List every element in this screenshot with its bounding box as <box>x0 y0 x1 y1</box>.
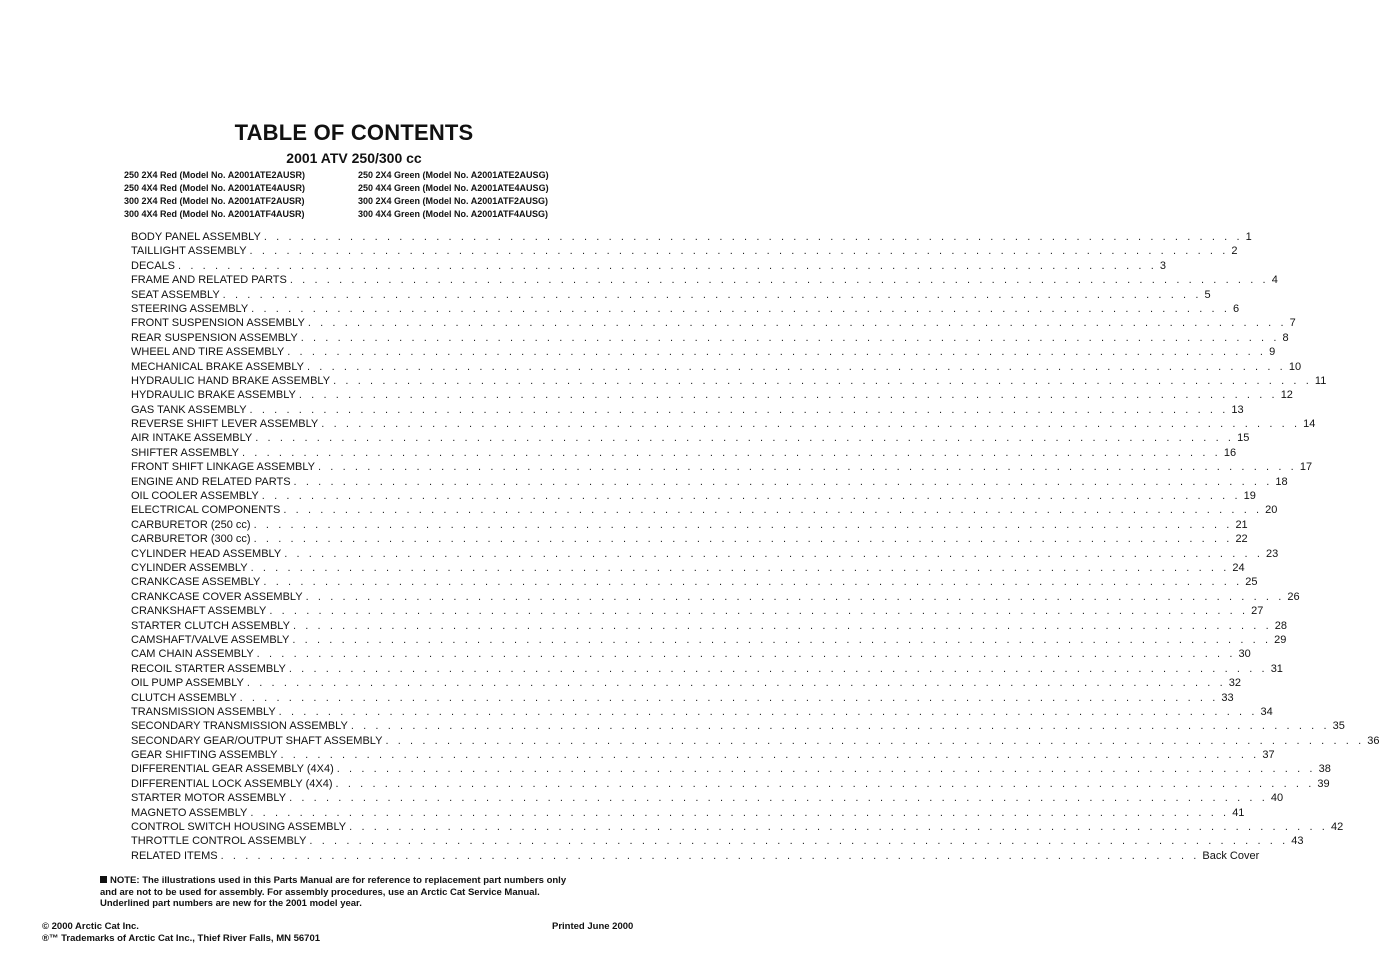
dot-leader: . . . . . . . . . . . . . . . . . . . . . . . . . . . . . . . . . . . . . . . . . . . . . . . . . . . . . . . . . . . . . . . . . . . . . . . . . . . . . . . . <box>239 691 1219 704</box>
dot-leader: . . . . . . . . . . . . . . . . . . . . . . . . . . . . . . . . . . . . . . . . . . . . . . . . . . . . . . . . . . . . . . . . . . . . . . . . . . . . . . . . <box>333 374 1312 387</box>
page-subtitle: 2001 ATV 250/300 cc <box>286 150 422 166</box>
toc-entry <box>131 532 1248 546</box>
dot-leader: . . . . . . . . . . . . . . . . . . . . . . . . . . . . . . . . . . . . . . . . . . . . . . . . . . . . . . . . . . . . . . . . . . . . . . . . . . . . . . . . <box>269 605 1249 618</box>
toc-entry-page: 35 <box>1332 720 1345 733</box>
model-line: 300 4X4 Green (Model No. A2001ATF4AUSG) <box>358 209 549 219</box>
toc-entry-label: RELATED ITEMS <box>131 849 218 862</box>
toc-entry <box>131 388 1293 402</box>
toc-entry-page: 26 <box>1287 590 1300 603</box>
toc-entry <box>131 503 1278 517</box>
note-line: NOTE: The illustrations used in this Parts Manual are for reference to replacement part numbers only <box>110 875 567 886</box>
toc-entry-label: TRANSMISSION ASSEMBLY <box>131 705 276 718</box>
toc-entry-page: 17 <box>1299 461 1313 474</box>
toc-entry-label: BODY PANEL ASSEMBLY <box>131 231 261 243</box>
dot-leader: . . . . . . . . . . . . . . . . . . . . . . . . . . . . . . . . . . . . . . . . . . . . . . . . . . . . . . . . . . . . . . . . . . . . . . . . . . . . . . . . <box>250 806 1230 819</box>
toc-entry-page: 22 <box>1235 533 1248 546</box>
dot-leader: . . . . . . . . . . . . . . . . . . . . . . . . . . . . . . . . . . . . . . . . . . . . . . . . . . . . . . . . . . . . . . . . . . . . . . . . . . . . . . . . <box>288 662 1268 675</box>
toc-entry-page: 16 <box>1223 446 1237 459</box>
toc-entry <box>131 619 1288 633</box>
toc-entry <box>131 331 1289 345</box>
toc-entry-page: 11 <box>1314 374 1327 387</box>
table-of-contents <box>131 230 1380 863</box>
toc-entry-page: 5 <box>1204 288 1211 301</box>
dot-leader: . . . . . . . . . . . . . . . . . . . . . . . . . . . . . . . . . . . . . . . . . . . . . . . . . . . . . . . . . . . . . . . . . . . . . . . . . . . . . . . . <box>292 619 1272 632</box>
note-block <box>100 875 620 910</box>
toc-entry-page: 4 <box>1271 274 1278 287</box>
toc-entry-page: 7 <box>1289 317 1296 330</box>
toc-entry <box>131 259 1166 273</box>
toc-entry-label: STEERING ASSEMBLY <box>131 302 249 315</box>
toc-entry-label: ENGINE AND RELATED PARTS <box>131 475 291 488</box>
toc-entry-label: FRONT SUSPENSION ASSEMBLY <box>131 317 305 330</box>
toc-entry-page: 30 <box>1238 648 1251 661</box>
toc-entry <box>131 460 1313 474</box>
dot-leader: . . . . . . . . . . . . . . . . . . . . . . . . . . . . . . . . . . . . . . . . . . . . . . . . . . . . . . . . . . . . . . . . . . . . . . . . . . . . . . . . <box>307 317 1287 330</box>
dot-leader: . . . . . . . . . . . . . . . . . . . . . . . . . . . . . . . . . . . . . . . . . . . . . . . . . . . . . . . . . . . . . . . . . . . . . . . . . . . . . . . . <box>305 590 1285 603</box>
toc-entry <box>131 244 1238 258</box>
toc-entry-page: 12 <box>1280 389 1293 402</box>
toc-entry-page: 1 <box>1245 231 1252 243</box>
trademark-text: ®™ Trademarks of Arctic Cat Inc., Thief River Falls, MN 56701 <box>42 933 321 944</box>
toc-entry-label: THROTTLE CONTROL ASSEMBLY <box>131 835 307 848</box>
dot-leader: . . . . . . . . . . . . . . . . . . . . . . . . . . . . . . . . . . . . . . . . . . . . . . . . . . . . . . . . . . . . . . . . . . . . . . . . . . . . . . . . <box>284 547 1264 560</box>
toc-entry-page: 15 <box>1237 432 1250 445</box>
model-line: 250 2X4 Red (Model No. A2001ATE2AUSR) <box>124 170 306 180</box>
toc-entry-page: 29 <box>1274 633 1287 646</box>
toc-entry-label: HYDRAULIC HAND BRAKE ASSEMBLY <box>131 374 331 387</box>
dot-leader: . . . . . . . . . . . . . . . . . . . . . . . . . . . . . . . . . . . . . . . . . . . . . . . . . . . . . . . . . . . . . . . . . . . . . . . . . . . . . . . . <box>318 461 1297 474</box>
toc-entry-page: 21 <box>1235 518 1248 531</box>
toc-entry-label: CAMSHAFT/VALVE ASSEMBLY <box>131 633 290 646</box>
toc-entry-page: 18 <box>1275 475 1288 488</box>
toc-entry-label: REVERSE SHIFT LEVER ASSEMBLY <box>131 418 319 431</box>
toc-entry <box>131 446 1237 460</box>
toc-entry <box>131 302 1240 316</box>
toc-entry-label: TAILLIGHT ASSEMBLY <box>131 245 247 258</box>
toc-entry-label: CAM CHAIN ASSEMBLY <box>131 648 254 661</box>
toc-entry-label: CRANKCASE COVER ASSEMBLY <box>131 590 303 603</box>
toc-entry-label: CONTROL SWITCH HOUSING ASSEMBLY <box>131 821 347 834</box>
toc-entry-page: 9 <box>1269 346 1276 359</box>
dot-leader: . . . . . . . . . . . . . . . . . . . . . . . . . . . . . . . . . . . . . . . . . . . . . . . . . . . . . . . . . . . . . . . . . . . . . . . . . . . . . . . . <box>292 633 1272 646</box>
toc-entry <box>131 547 1279 561</box>
dot-leader: . . . . . . . . . . . . . . . . . . . . . . . . . . . . . . . . . . . . . . . . . . . . . . . . . . . . . . . . . . . . . . . . . . . . . . . . . . . . . . . . <box>385 734 1365 747</box>
model-line: 300 2X4 Green (Model No. A2001ATF2AUSG) <box>358 196 549 206</box>
toc-entry <box>131 705 1273 719</box>
toc-entry <box>131 431 1250 445</box>
toc-entry <box>131 691 1234 705</box>
dot-leader: . . . . . . . . . . . . . . . . . . . . . . . . . . . . . . . . . . . . . . . . . . . . . . . . . . . . . . . . . . . . . . . . . . . . . . . . . . . . . . . . <box>256 648 1236 661</box>
toc-entry-label: CRANKSHAFT ASSEMBLY <box>131 605 267 618</box>
dot-leader: . . . . . . . . . . . . . . . . . . . . . . . . . . . . . . . . . . . . . . . . . . . . . . . . . . . . . . . . . . . . . . . . . . . . . . . . . . . . . . . . <box>283 504 1263 517</box>
dot-leader: . . . . . . . . . . . . . . . . . . . . . . . . . . . . . . . . . . . . . . . . . . . . . . . . . . . . . . . . . . . . . . . . . . . . . . . . . . . . . . . . <box>246 677 1226 690</box>
toc-entry <box>131 734 1380 748</box>
dot-leader: . . . . . . . . . . . . . . . . . . . . . . . . . . . . . . . . . . . . . . . . . . . . . . . . . . . . . . . . . . . . . . . . . . . . . . . . . . . . . . . . <box>220 849 1200 862</box>
toc-entry <box>131 604 1264 618</box>
toc-entry-page: 27 <box>1251 605 1264 618</box>
toc-entry <box>131 475 1288 489</box>
toc-entry <box>131 489 1256 503</box>
toc-entry-label: ELECTRICAL COMPONENTS <box>131 504 281 517</box>
toc-entry-label: REAR SUSPENSION ASSEMBLY <box>131 331 298 344</box>
toc-entry-page: Back Cover <box>1202 849 1260 862</box>
toc-entry <box>131 633 1287 647</box>
toc-entry-label: CYLINDER HEAD ASSEMBLY <box>131 547 282 560</box>
toc-entry <box>131 748 1275 762</box>
toc-entry <box>131 273 1278 287</box>
toc-entry-label: WHEEL AND TIRE ASSEMBLY <box>131 346 285 359</box>
dot-leader: . . . . . . . . . . . . . . . . . . . . . . . . . . . . . . . . . . . . . . . . . . . . . . . . . . . . . . . . . . . . . . . . . . . . . . . . . . . . . . . . <box>321 418 1301 431</box>
toc-entry-label: OIL PUMP ASSEMBLY <box>131 677 244 690</box>
toc-entry-page: 32 <box>1228 677 1241 690</box>
toc-entry-label: STARTER CLUTCH ASSEMBLY <box>131 619 290 632</box>
dot-leader: . . . . . . . . . . . . . . . . . . . . . . . . . . . . . . . . . . . . . . . . . . . . . . . . . . . . . . . . . . . . . . . . . . . . . . . . . . . . . . . . <box>249 245 1229 258</box>
toc-entry-page: 42 <box>1330 821 1344 834</box>
toc-entry-page: 41 <box>1232 806 1245 819</box>
note-line: and are not to be used for assembly. For assembly procedures, use an Arctic Cat Service Manual. <box>100 886 540 898</box>
dot-leader: . . . . . . . . . . . . . . . . . . . . . . . . . . . . . . . . . . . . . . . . . . . . . . . . . . . . . . . . . . . . . . . . . . . . . . . . . . . . . . . . <box>307 360 1286 373</box>
model-list-green <box>358 169 549 221</box>
model-line: 250 2X4 Green (Model No. A2001ATE2AUSG) <box>358 170 549 180</box>
toc-entry-page: 33 <box>1221 691 1234 704</box>
dot-leader: . . . . . . . . . . . . . . . . . . . . . . . . . . . . . . . . . . . . . . . . . . . . . . . . . . . . . . . . . . . . . . . . . . . . . . . . . . . . . . . . <box>253 533 1233 546</box>
toc-entry-label: SECONDARY GEAR/OUTPUT SHAFT ASSEMBLY <box>131 734 383 747</box>
toc-entry-label: HYDRAULIC BRAKE ASSEMBLY <box>131 389 296 402</box>
toc-entry-page: 10 <box>1288 360 1302 373</box>
dot-leader: . . . . . . . . . . . . . . . . . . . . . . . . . . . . . . . . . . . . . . . . . . . . . . . . . . . . . . . . . . . . . . . . . . . . . . . . . . . . . . . . <box>350 720 1330 733</box>
toc-entry <box>131 791 1284 805</box>
toc-entry <box>131 374 1327 388</box>
model-list-red <box>124 169 305 221</box>
model-line: 250 4X4 Red (Model No. A2001ATE4AUSR) <box>124 183 306 193</box>
toc-entry-label: RECOIL STARTER ASSEMBLY <box>131 662 286 675</box>
toc-entry <box>131 777 1330 791</box>
toc-entry-page: 14 <box>1303 418 1316 431</box>
toc-entry-label: CRANKCASE ASSEMBLY <box>131 576 261 589</box>
toc-entry <box>131 590 1300 604</box>
dot-leader: . . . . . . . . . . . . . . . . . . . . . . . . . . . . . . . . . . . . . . . . . . . . . . . . . . . . . . . . . . . . . . . . . . . . . . . . . . . . . . . . <box>251 302 1230 315</box>
toc-entry <box>131 360 1302 374</box>
toc-entry <box>131 316 1296 330</box>
page-title: TABLE OF CONTENTS <box>234 120 474 145</box>
toc-entry <box>131 662 1283 676</box>
dot-leader: . . . . . . . . . . . . . . . . . . . . . . . . . . . . . . . . . . . . . . . . . . . . . . . . . . . . . . . . . . . . . . . . . . . . . . . . . . . . . . . . <box>293 475 1273 488</box>
toc-entry-label: CLUTCH ASSEMBLY <box>131 691 237 704</box>
toc-entry <box>131 719 1345 733</box>
dot-leader: . . . . . . . . . . . . . . . . . . . . . . . . . . . . . . . . . . . . . . . . . . . . . . . . . . . . . . . . . . . . . . . . . . . . . . . . . . . . . . . . <box>298 389 1278 402</box>
dot-leader: . . . . . . . . . . . . . . . . . . . . . . . . . . . . . . . . . . . . . . . . . . . . . . . . . . . . . . . . . . . . . . . . . . . . . . . . . . . . . . . . <box>349 821 1328 834</box>
dot-leader: . . . . . . . . . . . . . . . . . . . . . . . . . . . . . . . . . . . . . . . . . . . . . . . . . . . . . . . . . . . . . . . . . . . . . . . . . . . . . . . . <box>309 835 1289 848</box>
dot-leader: . . . . . . . . . . . . . . . . . . . . . . . . . . . . . . . . . . . . . . . . . . . . . . . . . . . . . . . . . . . . . . . . . . . . . . . . . . . . . . . . <box>263 576 1243 589</box>
toc-entry <box>131 230 1252 244</box>
toc-entry-page: 34 <box>1260 705 1273 718</box>
toc-entry-page: 23 <box>1266 547 1279 560</box>
toc-entry <box>131 849 1260 863</box>
toc-entry-label: DIFFERENTIAL LOCK ASSEMBLY (4X4) <box>131 777 333 790</box>
dot-leader: . . . . . . . . . . . . . . . . . . . . . . . . . . . . . . . . . . . . . . . . . . . . . . . . . . . . . . . . . . . . . . . . . . . . . . . . . . . . . . . . <box>255 432 1235 445</box>
toc-entry-label: SECONDARY TRANSMISSION ASSEMBLY <box>131 720 348 733</box>
dot-leader: . . . . . . . . . . . . . . . . . . . . . . . . . . . . . . . . . . . . . . . . . . . . . . . . . . . . . . . . . . . . . . . . . . . . . . . . . . . . . . . . <box>289 274 1269 287</box>
toc-entry <box>131 575 1258 589</box>
square-bullet-icon <box>100 876 107 883</box>
toc-entry <box>131 806 1245 820</box>
toc-entry-label: STARTER MOTOR ASSEMBLY <box>131 792 287 805</box>
toc-entry-label: SEAT ASSEMBLY <box>131 288 220 301</box>
toc-entry-page: 25 <box>1245 576 1258 589</box>
dot-leader: . . . . . . . . . . . . . . . . . . . . . . . . . . . . . . . . . . . . . . . . . . . . . . . . . . . . . . . . . . . . . . . . . . . . . . . . . . . . . . . . <box>287 346 1267 359</box>
toc-entry-label: CYLINDER ASSEMBLY <box>131 561 248 574</box>
toc-entry-label: SHIFTER ASSEMBLY <box>131 446 239 459</box>
toc-entry-page: 37 <box>1262 749 1275 762</box>
toc-entry-page: 2 <box>1231 245 1238 258</box>
toc-entry-page: 36 <box>1367 734 1380 747</box>
toc-entry-page: 6 <box>1233 302 1240 315</box>
dot-leader: . . . . . . . . . . . . . . . . . . . . . . . . . . . . . . . . . . . . . . . . . . . . . . . . . . . . . . . . . . . . . . . . . . . . . . . . . . . . . . . . <box>250 561 1230 574</box>
toc-entry-page: 31 <box>1270 662 1283 675</box>
toc-entry <box>131 403 1244 417</box>
note-line: Underlined part numbers are new for the 2001 model year. <box>100 898 362 909</box>
toc-entry <box>131 676 1241 690</box>
toc-entry <box>131 820 1344 834</box>
toc-entry <box>131 647 1251 661</box>
toc-entry-label: OIL COOLER ASSEMBLY <box>131 490 259 503</box>
toc-entry-label: DECALS <box>131 259 176 272</box>
dot-leader: . . . . . . . . . . . . . . . . . . . . . . . . . . . . . . . . . . . . . . . . . . . . . . . . . . . . . . . . . . . . . . . . . . . . . . . . . . . . . . . . <box>289 792 1268 805</box>
toc-entry-label: CARBURETOR (250 cc) <box>131 518 251 531</box>
toc-entry <box>131 345 1276 359</box>
dot-leader: . . . . . . . . . . . . . . . . . . . . . . . . . . . . . . . . . . . . . . . . . . . . . . . . . . . . . . . . . . . . . . . . . . . . . . . . . . . . . . . . <box>242 446 1221 459</box>
dot-leader: . . . . . . . . . . . . . . . . . . . . . . . . . . . . . . . . . . . . . . . . . . . . . . . . . . . . . . . . . . . . . . . . . . . . . . . . . . . . . . . . <box>278 705 1258 718</box>
toc-entry-page: 38 <box>1318 763 1331 776</box>
toc-entry-label: FRAME AND RELATED PARTS <box>131 274 287 287</box>
model-line: 250 4X4 Green (Model No. A2001ATE4AUSG) <box>358 183 549 193</box>
footer-legal <box>42 921 320 945</box>
toc-entry-page: 8 <box>1282 331 1289 344</box>
copyright-text: © 2000 Arctic Cat Inc. <box>42 921 139 932</box>
toc-entry-page: 28 <box>1274 619 1288 632</box>
toc-entry-page: 40 <box>1270 792 1284 805</box>
toc-entry-label: CARBURETOR (300 cc) <box>131 533 251 546</box>
toc-entry-label: AIR INTAKE ASSEMBLY <box>131 432 253 445</box>
dot-leader: . . . . . . . . . . . . . . . . . . . . . . . . . . . . . . . . . . . . . . . . . . . . . . . . . . . . . . . . . . . . . . . . . . . . . . . . . . . . . . . . <box>280 749 1260 762</box>
toc-entry-page: 24 <box>1232 561 1245 574</box>
toc-entry-page: 19 <box>1243 490 1256 503</box>
toc-entry-page: 3 <box>1159 259 1166 272</box>
dot-leader: . . . . . . . . . . . . . . . . . . . . . . . . . . . . . . . . . . . . . . . . . . . . . . . . . . . . . . . . . . . . . . . . . . . . . . . . . . . . . . . . <box>253 518 1233 531</box>
dot-leader: . . . . . . . . . . . . . . . . . . . . . . . . . . . . . . . . . . . . . . . . . . . . . . . . . . . . . . . . . . . . . . . . . . . . . . . . . . . . . . . . <box>222 288 1202 301</box>
toc-entry <box>131 288 1211 302</box>
dot-leader: . . . . . . . . . . . . . . . . . . . . . . . . . . . . . . . . . . . . . . . . . . . . . . . . . . . . . . . . . . . . . . . . . . . . . . . . . . . . . . . . <box>261 490 1241 503</box>
print-date: Printed June 2000 <box>552 921 634 932</box>
model-line: 300 2X4 Red (Model No. A2001ATF2AUSR) <box>124 196 305 206</box>
dot-leader: . . . . . . . . . . . . . . . . . . . . . . . . . . . . . . . . . . . . . . . . . . . . . . . . . . . . . . . . . . . . . . . . . . . . . . . . . . . . . . . . <box>263 231 1243 243</box>
dot-leader: . . . . . . . . . . . . . . . . . . . . . . . . . . . . . . . . . . . . . . . . . . . . . . . . . . . . . . . . . . . . . . . . . . . . . . . . . . . . . . . . <box>335 777 1315 790</box>
toc-entry <box>131 518 1248 532</box>
toc-entry-label: MECHANICAL BRAKE ASSEMBLY <box>131 360 304 373</box>
toc-entry-page: 43 <box>1291 835 1304 848</box>
model-line: 300 4X4 Red (Model No. A2001ATF4AUSR) <box>124 209 305 219</box>
toc-entry-label: FRONT SHIFT LINKAGE ASSEMBLY <box>131 461 315 474</box>
toc-entry <box>131 561 1245 575</box>
toc-entry-page: 13 <box>1231 403 1244 416</box>
toc-entry-label: GEAR SHIFTING ASSEMBLY <box>131 749 278 762</box>
dot-leader: . . . . . . . . . . . . . . . . . . . . . . . . . . . . . . . . . . . . . . . . . . . . . . . . . . . . . . . . . . . . . . . . . . . . . . . . . . . . . . . . <box>178 259 1157 272</box>
toc-entry-page: 20 <box>1265 504 1278 517</box>
toc-entry-label: GAS TANK ASSEMBLY <box>131 403 247 416</box>
toc-entry <box>131 834 1304 848</box>
dot-leader: . . . . . . . . . . . . . . . . . . . . . . . . . . . . . . . . . . . . . . . . . . . . . . . . . . . . . . . . . . . . . . . . . . . . . . . . . . . . . . . . <box>300 331 1280 344</box>
toc-entry <box>131 417 1316 431</box>
toc-entry-label: DIFFERENTIAL GEAR ASSEMBLY (4X4) <box>131 763 334 776</box>
toc-entry-label: MAGNETO ASSEMBLY <box>131 806 248 819</box>
toc-entry-page: 39 <box>1317 777 1330 790</box>
dot-leader: . . . . . . . . . . . . . . . . . . . . . . . . . . . . . . . . . . . . . . . . . . . . . . . . . . . . . . . . . . . . . . . . . . . . . . . . . . . . . . . . <box>336 763 1316 776</box>
toc-entry <box>131 762 1331 776</box>
dot-leader: . . . . . . . . . . . . . . . . . . . . . . . . . . . . . . . . . . . . . . . . . . . . . . . . . . . . . . . . . . . . . . . . . . . . . . . . . . . . . . . . <box>249 403 1229 416</box>
